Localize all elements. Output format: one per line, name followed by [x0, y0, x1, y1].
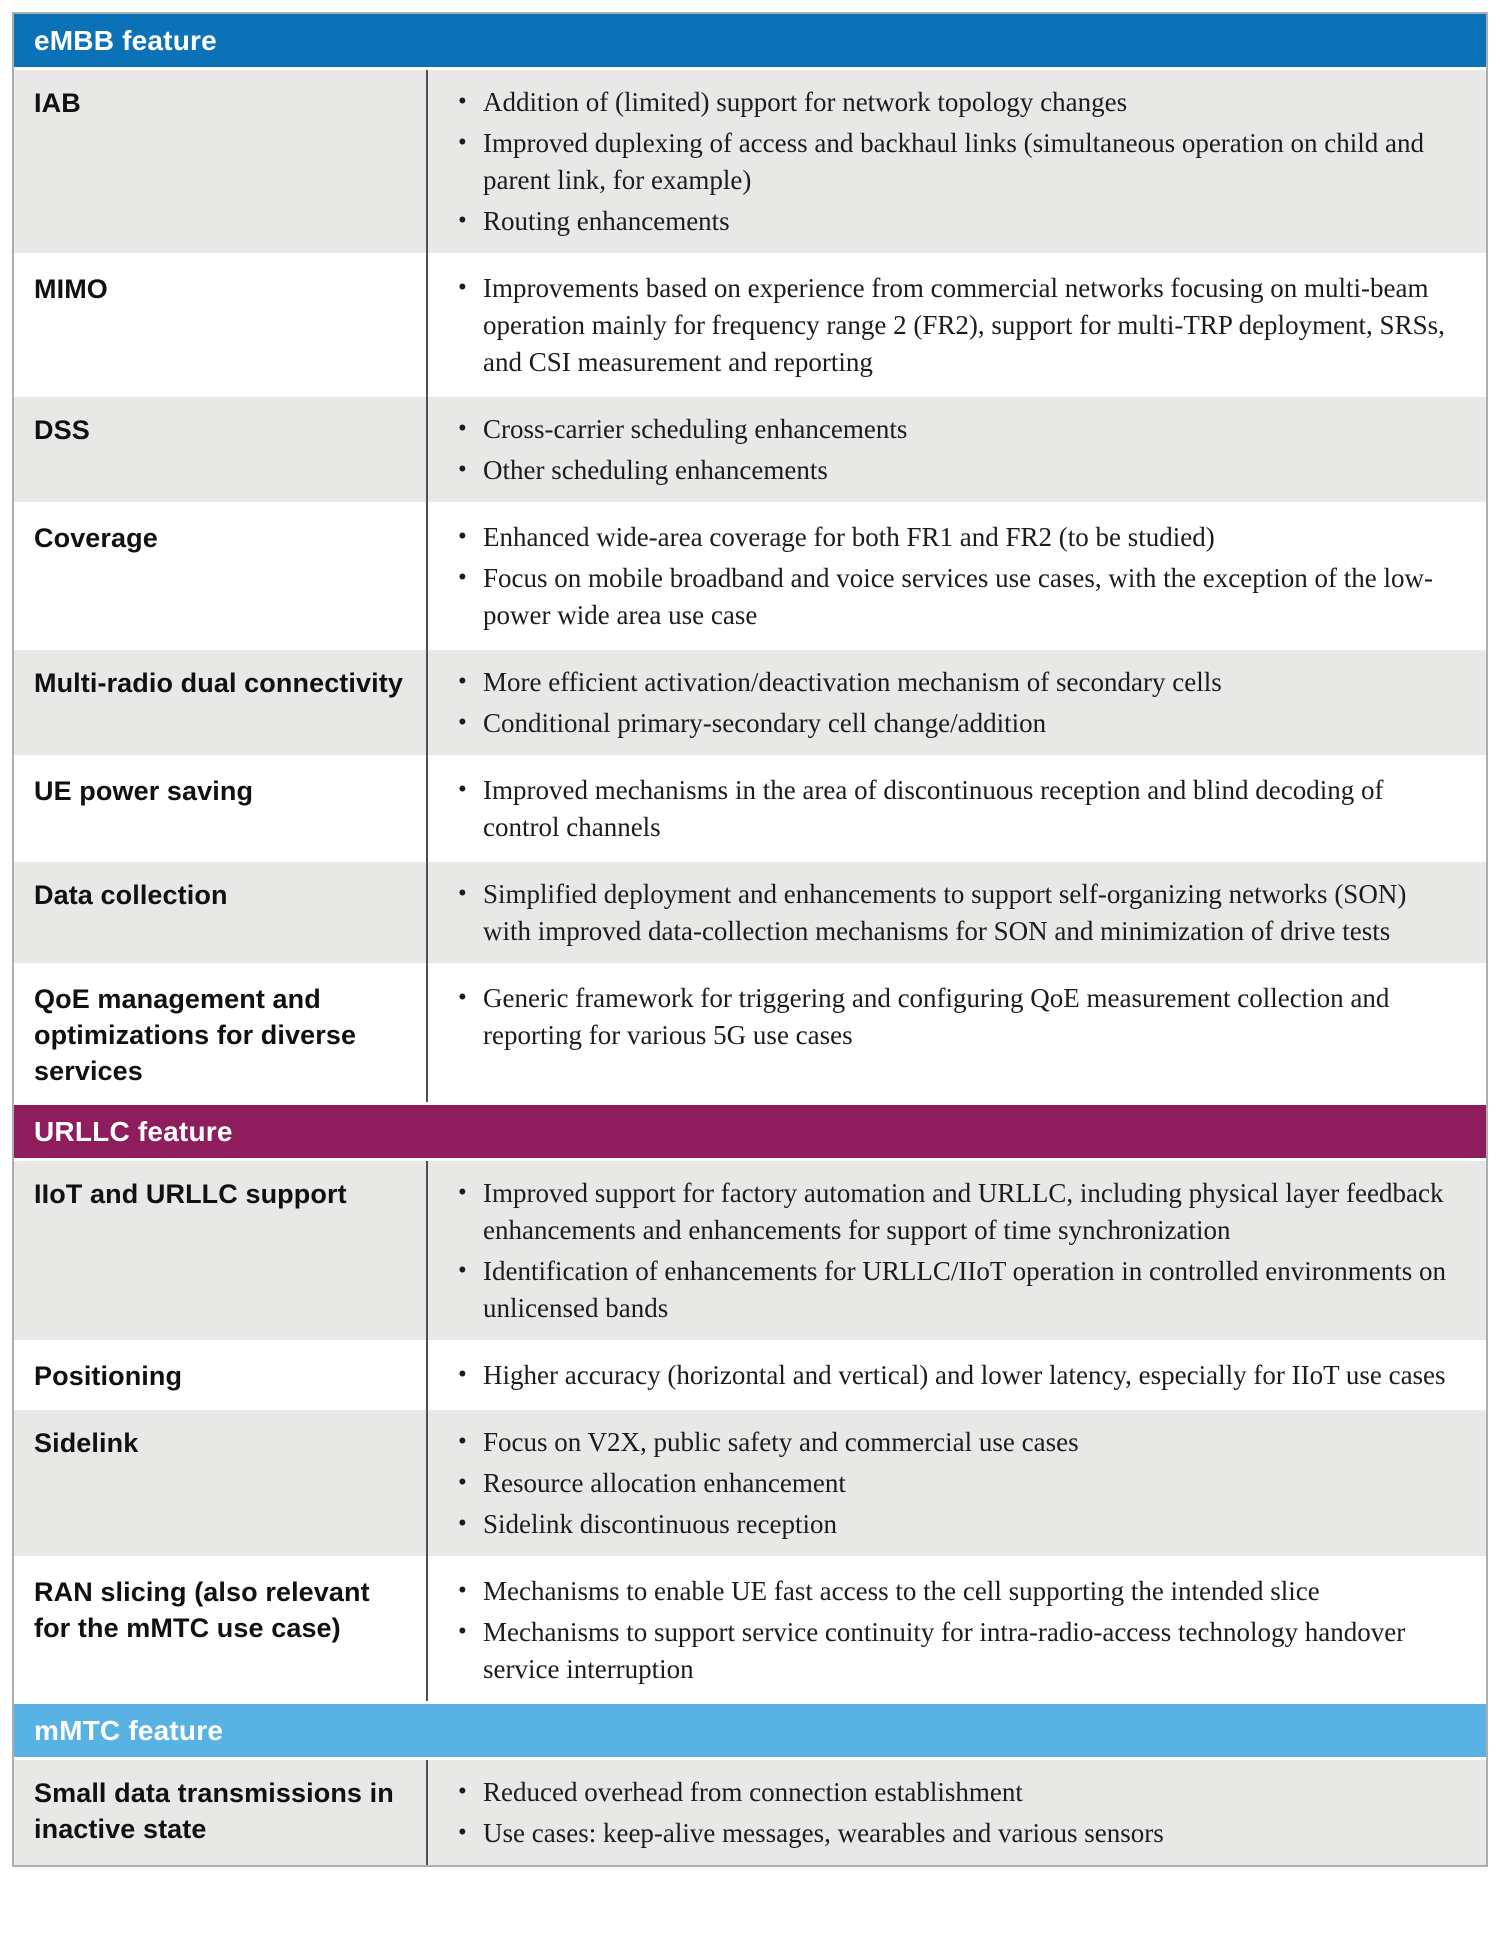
feature-cell [14, 758, 426, 859]
details-cell [426, 505, 1486, 647]
bullet-list [456, 1424, 1446, 1543]
bullet-item: • Enhanced wide-area coverage for both FR1 and FR2 (to be studied) [456, 519, 1446, 556]
feature-label: RAN slicing (also relevant for the mMTC use case) [34, 1577, 370, 1643]
bullet-item: • Use cases: keep-alive messages, wearables and various sensors [456, 1815, 1446, 1852]
bullet-item: • Focus on V2X, public safety and commercial use cases [456, 1424, 1446, 1461]
feature-cell [14, 1161, 426, 1340]
bullet-item: • Sidelink discontinuous reception [456, 1506, 1446, 1543]
feature-cell [14, 505, 426, 647]
feature-cell [14, 1343, 426, 1407]
bullet-item: • Conditional primary-secondary cell change/addition [456, 705, 1446, 742]
feature-cell [14, 1410, 426, 1556]
table-row [14, 253, 1486, 394]
section-header-embb [14, 14, 1486, 70]
feature-label: UE power saving [34, 776, 254, 806]
table-row [14, 1161, 1486, 1340]
bullet-list [456, 519, 1446, 634]
section-body-embb [14, 70, 1486, 1105]
feature-label: QoE management and optimizations for diverse services [34, 984, 357, 1086]
bullet-item: • Cross-carrier scheduling enhancements [456, 411, 1446, 448]
feature-label: DSS [34, 415, 90, 445]
section-title-embb: eMBB feature [34, 25, 217, 56]
bullet-item: • Focus on mobile broadband and voice services use cases, with the exception of the low-power wide area use case [456, 560, 1446, 634]
feature-cell [14, 862, 426, 963]
bullet-list [456, 1175, 1446, 1327]
feature-label: MIMO [34, 274, 108, 304]
section-body-urllc [14, 1161, 1486, 1704]
feature-cell [14, 256, 426, 394]
bullet-item: • Resource allocation enhancement [456, 1465, 1446, 1502]
table-row [14, 502, 1486, 647]
bullet-item: • Improvements based on experience from commercial networks focusing on multi-beam operation mainly for frequency range 2 (FR2), support for multi-TRP deployment, SRSs, and CSI measurement and reporting [456, 270, 1446, 381]
details-cell [426, 650, 1486, 755]
details-cell [426, 70, 1486, 253]
bullet-list [456, 1573, 1446, 1688]
bullet-item: • Reduced overhead from connection establishment [456, 1774, 1446, 1811]
bullet-item: • Addition of (limited) support for network topology changes [456, 84, 1446, 121]
table-row [14, 394, 1486, 502]
bullet-item: • Improved duplexing of access and backhaul links (simultaneous operation on child and parent link, for example) [456, 125, 1446, 199]
table-row [14, 859, 1486, 963]
details-cell [426, 1410, 1486, 1556]
feature-label: Data collection [34, 880, 228, 910]
feature-label: Multi-radio dual connectivity [34, 668, 403, 698]
table-row [14, 70, 1486, 253]
bullet-item: • More efficient activation/deactivation mechanism of secondary cells [456, 664, 1446, 701]
bullet-item: • Higher accuracy (horizontal and vertical) and lower latency, especially for IIoT use cases [456, 1357, 1446, 1394]
bullet-item: • Identification of enhancements for URLLC/IIoT operation in controlled environments on unlicensed bands [456, 1253, 1446, 1327]
bullet-list [456, 1357, 1446, 1394]
bullet-list [456, 1774, 1446, 1852]
bullet-item: • Generic framework for triggering and configuring QoE measurement collection and reporting for various 5G use cases [456, 980, 1446, 1054]
table-row [14, 647, 1486, 755]
table-row [14, 1556, 1486, 1701]
table-row [14, 1407, 1486, 1556]
bullet-list [456, 664, 1446, 742]
feature-cell [14, 966, 426, 1102]
details-cell [426, 1559, 1486, 1701]
bullet-list [456, 772, 1446, 846]
feature-label: IAB [34, 88, 81, 118]
bullet-item: • Improved support for factory automation and URLLC, including physical layer feedback enhancements and enhancements for support of time synchronization [456, 1175, 1446, 1249]
feature-label: Positioning [34, 1361, 183, 1391]
bullet-list [456, 876, 1446, 950]
table-row [14, 755, 1486, 859]
section-header-mmtc [14, 1704, 1486, 1760]
details-cell [426, 758, 1486, 859]
bullet-list [456, 980, 1446, 1054]
section-title-urllc: URLLC feature [34, 1116, 233, 1147]
bullet-item: • Other scheduling enhancements [456, 452, 1446, 489]
bullet-list [456, 84, 1446, 240]
section-title-mmtc: mMTC feature [34, 1715, 224, 1746]
details-cell [426, 862, 1486, 963]
details-cell [426, 1161, 1486, 1340]
bullet-item: • Simplified deployment and enhancements to support self-organizing networks (SON) with improved data-collection mechanisms for SON and minimization of drive tests [456, 876, 1446, 950]
details-cell [426, 397, 1486, 502]
bullet-list [456, 411, 1446, 489]
bullet-item: • Mechanisms to support service continuity for intra-radio-access technology handover service interruption [456, 1614, 1446, 1688]
feature-label: Sidelink [34, 1428, 139, 1458]
details-cell [426, 1343, 1486, 1407]
feature-label: Small data transmissions in inactive state [34, 1778, 394, 1844]
bullet-item: • Routing enhancements [456, 203, 1446, 240]
bullet-item: • Improved mechanisms in the area of discontinuous reception and blind decoding of control channels [456, 772, 1446, 846]
details-cell [426, 256, 1486, 394]
feature-label: IIoT and URLLC support [34, 1179, 347, 1209]
feature-cell [14, 650, 426, 755]
feature-cell [14, 397, 426, 502]
feature-cell [14, 1760, 426, 1865]
bullet-list [456, 270, 1446, 381]
feature-table [12, 12, 1488, 1867]
table-row [14, 1760, 1486, 1865]
bullet-item: • Mechanisms to enable UE fast access to the cell supporting the intended slice [456, 1573, 1446, 1610]
section-body-mmtc [14, 1760, 1486, 1865]
table-row [14, 963, 1486, 1102]
table-row [14, 1340, 1486, 1407]
details-cell [426, 1760, 1486, 1865]
feature-cell [14, 70, 426, 253]
feature-label: Coverage [34, 523, 158, 553]
section-header-urllc [14, 1105, 1486, 1161]
details-cell [426, 966, 1486, 1102]
feature-cell [14, 1559, 426, 1701]
